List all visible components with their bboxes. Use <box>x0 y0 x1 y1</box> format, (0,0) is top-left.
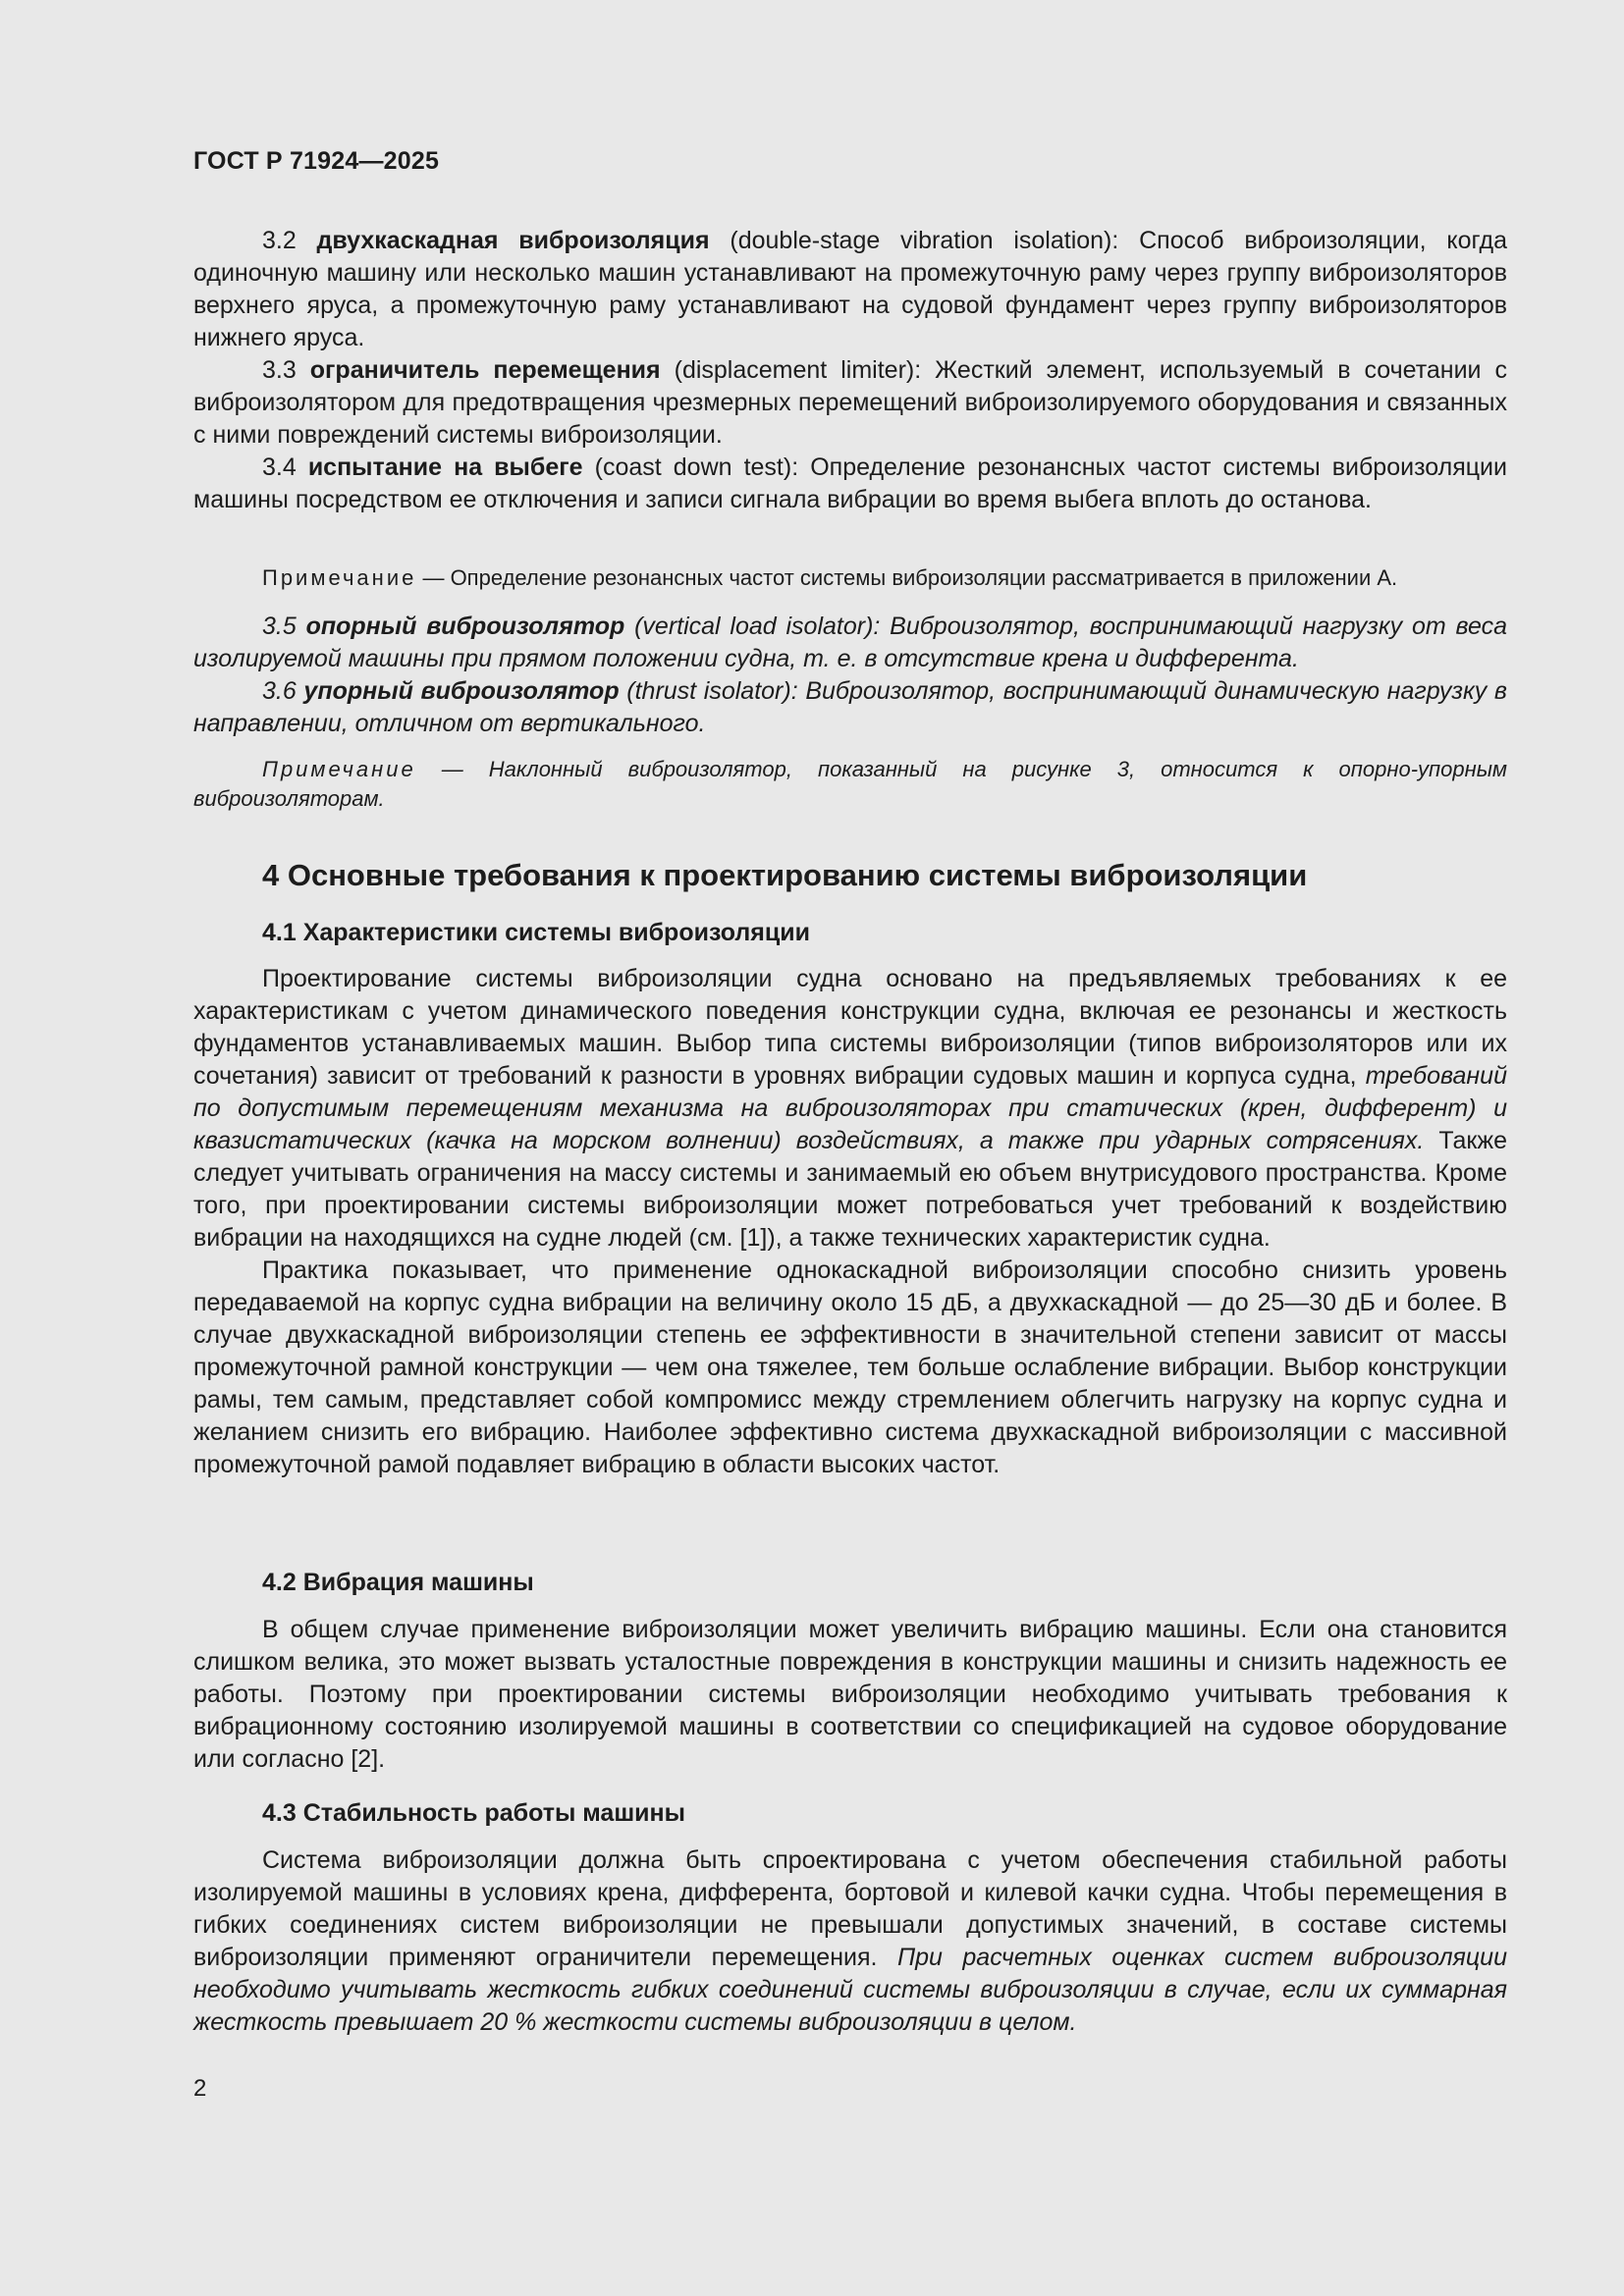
term-3-6 <box>193 675 1507 740</box>
term-definition: (thrust isolator): Виброизолятор, воспринимающий динамическую нагрузку в направлении, отличном от вертикального. <box>193 677 1507 737</box>
subsection-4-2-heading: 4.2 Вибрация машины <box>262 1569 534 1596</box>
standard-designation: ГОСТ Р 71924—2025 <box>193 147 440 175</box>
paragraph-italic-text: При расчетных оценках систем виброизоляции необходимо учитывать жесткость гибких соединений системы виброизоляции в случае, если их суммарная жесткость превышает 20 % жесткости системы виброизоляции в целом. <box>193 1944 1507 2036</box>
term-number: 3.3 <box>262 356 310 384</box>
subsection-4-2-body <box>193 1614 1507 1776</box>
subsection-4-2-heading-wrap <box>193 1567 1507 1599</box>
paragraph-italic-text: требований по допустимым перемещениям механизма на виброизоляторах при статических (крен, дифферент) и квазистатических (качка на морском волнении) воздействиях, а также при ударных сотрясениях. <box>193 1062 1507 1154</box>
terms-block-italic <box>193 611 1507 740</box>
term-definition: (vertical load isolator): Виброизолятор, воспринимающий нагрузку от веса изолируемой машины при прямом положении судна, т. е. в отсутствие крена и дифферента. <box>193 613 1508 672</box>
subsection-4-1-heading-wrap <box>193 917 1507 949</box>
note-text: — Наклонный виброизолятор, показанный на рисунке 3, относится к опорно-упорным виброизоляторам. <box>193 757 1507 811</box>
term-number: 3.2 <box>262 227 317 254</box>
paragraph-text: Проектирование системы виброизоляции судна основано на предъявляемых требованиях к ее характеристикам с учетом динамического поведения конструкции судна, включая ее резонансы и жесткость фундаментов устанавливаемых машин. Выбор типа системы виброизоляции (типов виброизоляторов или их сочетания) зависит от требований к разности в уровнях вибрации судовых машин и корпуса судна, <box>193 965 1507 1090</box>
subsection-4-1-body <box>193 963 1507 1481</box>
term-name: испытание на выбеге <box>307 454 583 481</box>
paragraph-text: Также следует учитывать ограничения на массу системы и занимаемый ею объем внутрисудового пространства. Кроме того, при проектировании системы виброизоляции может потребоваться учет требований к воздействию вибрации на находящихся на судне людей (см. [1]), а также технических характеристик судна. <box>193 1127 1507 1252</box>
page-number: 2 <box>193 2075 207 2102</box>
subsection-4-3-heading-wrap <box>193 1797 1507 1830</box>
term-number: 3.4 <box>262 454 308 481</box>
term-definition: (displacement limiter): Жесткий элемент, используемый в сочетании с виброизолятором для предотвращения чрезмерных перемещений виброизолируемого оборудования и связанных с ними повреждений системы виброизоляции. <box>193 356 1507 449</box>
terms-block <box>193 225 1507 516</box>
note-label: Примечание <box>262 565 417 590</box>
term-number: 3.5 <box>262 613 306 640</box>
paragraph-text: Система виброизоляции должна быть спроектирована с учетом обеспечения стабильной работы изолируемой машины в условиях крена, дифферента, бортовой и килевой качки судна. Чтобы перемещения в гибких соединениях систем виброизоляции не превышали допустимых значений, в составе системы виброизоляции применяют ограничители перемещения. <box>193 1846 1507 1971</box>
note-2 <box>193 755 1507 814</box>
note-label: Примечание <box>262 757 416 781</box>
term-name: опорный виброизолятор <box>305 613 625 640</box>
term-name: ограничитель перемещения <box>309 356 661 384</box>
paragraph: Практика показывает, что применение однокаскадной виброизоляции способно снизить уровень передаваемой на корпус судна вибрации на величину около 15 дБ, а двухкаскадной — до 25—30 дБ и более. В случае двухкаскадной виброизоляции степень ее эффективности в значительной степени зависит от массы промежуточной рамной конструкции — чем она тяжелее, тем больше ослабление вибрации. Выбор конструкции рамы, тем самым, представляет собой компромисс между стремлением облегчить нагрузку на корпус судна и желанием снизить его вибрацию. Наиболее эффективно система двухкаскадной виброизоляции с массивной промежуточной рамой подавляет вибрацию в области высоких частот. <box>193 1256 1507 1478</box>
section-4-heading: 4 Основные требования к проектированию системы виброизоляции <box>262 858 1308 892</box>
paragraph: В общем случае применение виброизоляции может увеличить вибрацию машины. Если она становится слишком велика, это может вызвать усталостные повреждения в конструкции машины и снизить надежность ее работы. Поэтому при проектировании системы виброизоляции необходимо учитывать требования к вибрационному состоянию изолируемой машины в соответствии со спецификацией на судовое оборудование или согласно [2]. <box>193 1616 1507 1773</box>
term-definition: (double-stage vibration isolation): Способ виброизоляции, когда одиночную машину или несколько машин устанавливают на промежуточную раму через группу виброизоляторов верхнего яруса, а промежуточную раму устанавливают на судовой фундамент через группу виброизоляторов нижнего яруса. <box>193 227 1507 351</box>
note-text: — Определение резонансных частот системы виброизоляции рассматривается в приложении А. <box>416 565 1398 590</box>
note-1 <box>193 563 1507 593</box>
term-name: упорный виброизолятор <box>303 677 620 705</box>
term-3-4 <box>193 452 1507 516</box>
term-3-5 <box>193 611 1507 675</box>
term-3-2 <box>193 225 1507 354</box>
subsection-4-3-body <box>193 1844 1507 2039</box>
section-4-heading-wrap <box>193 856 1507 895</box>
term-3-3 <box>193 354 1507 452</box>
subsection-4-1-heading: 4.1 Характеристики системы виброизоляции <box>262 919 810 946</box>
subsection-4-3-heading: 4.3 Стабильность работы машины <box>262 1799 685 1827</box>
paragraph <box>193 1844 1507 2039</box>
term-definition: (coast down test): Определение резонансных частот системы виброизоляции машины посредством ее отключения и записи сигнала вибрации во время выбега вплоть до останова. <box>193 454 1507 513</box>
term-number: 3.6 <box>262 677 304 705</box>
paragraph <box>193 963 1507 1255</box>
term-name: двухкаскадная виброизоляция <box>316 227 710 254</box>
